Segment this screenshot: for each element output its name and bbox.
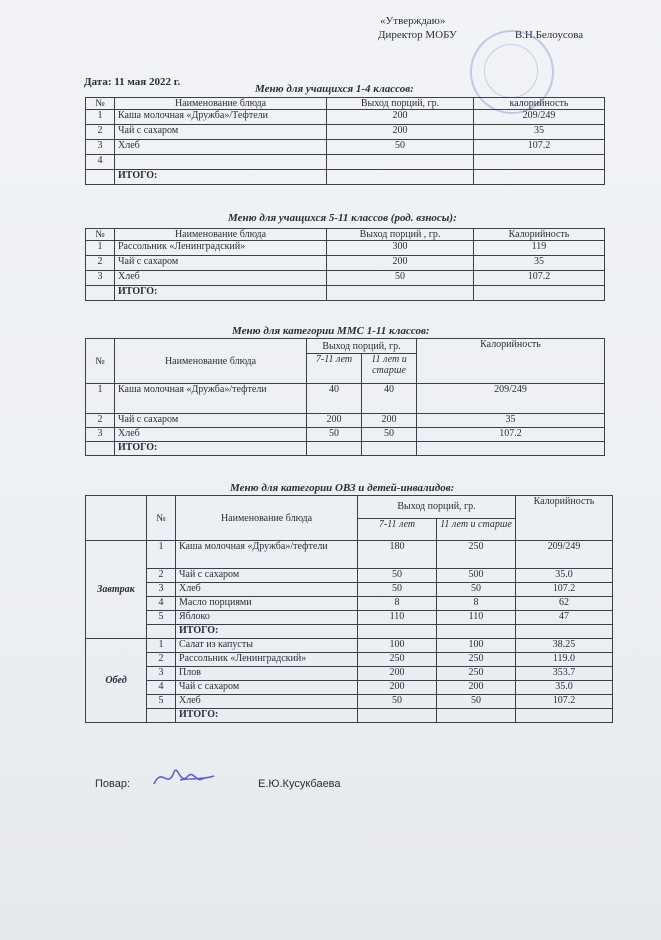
- table-cell: 119.0: [516, 653, 613, 667]
- table-cell: [516, 625, 613, 639]
- table-cell: 209/249: [516, 541, 613, 569]
- table-cell: [147, 625, 176, 639]
- menu-table-ovz: [85, 495, 613, 723]
- table-cell: 50: [358, 569, 437, 583]
- table-cell: 2: [147, 653, 176, 667]
- table4-caption: Меню для категории ОВЗ и детей-инвалидов:: [230, 482, 455, 494]
- table-cell: 209/249: [474, 110, 605, 125]
- table-cell: 50: [327, 271, 474, 286]
- table-cell: ИТОГО:: [176, 709, 358, 723]
- table-cell: 200: [437, 681, 516, 695]
- table-cell: 50: [327, 140, 474, 155]
- table-row: [86, 110, 605, 125]
- cook-signature: [150, 762, 220, 792]
- table-row: [86, 667, 613, 681]
- col-subheader: 11 лет и старше: [362, 354, 417, 384]
- cook-name: Е.Ю.Кусукбаева: [258, 778, 341, 790]
- table-cell: 2: [86, 414, 115, 428]
- table-cell: 3: [86, 271, 115, 286]
- table-cell: 3: [86, 428, 115, 442]
- table-cell: 209/249: [417, 384, 605, 414]
- table-cell: 2: [86, 125, 115, 140]
- table-cell: [437, 625, 516, 639]
- col-header: Калорийность: [417, 339, 605, 384]
- table-cell: Чай с сахаром: [115, 414, 307, 428]
- table-cell: 107.2: [516, 695, 613, 709]
- table-cell: 8: [437, 597, 516, 611]
- table-cell: 50: [437, 583, 516, 597]
- table-cell: 3: [147, 583, 176, 597]
- table-row: [86, 286, 605, 301]
- table-cell: 119: [474, 241, 605, 256]
- table-cell: 4: [147, 681, 176, 695]
- table-cell: ИТОГО:: [115, 442, 307, 456]
- table-row: [86, 241, 605, 256]
- table-cell: Хлеб: [115, 140, 327, 155]
- table-cell: 3: [147, 667, 176, 681]
- table-cell: 250: [437, 653, 516, 667]
- table-cell: 100: [437, 639, 516, 653]
- table-row: [86, 709, 613, 723]
- col-header: №: [147, 496, 176, 541]
- table-cell: 4: [86, 155, 115, 170]
- table-cell: Хлеб: [115, 271, 327, 286]
- col-subheader: 11 лет и старше: [437, 518, 516, 541]
- col-subheader: 7-11 лет: [358, 518, 437, 541]
- col-header: Наименование блюда: [115, 98, 327, 110]
- table-cell: [474, 155, 605, 170]
- table-cell: 107.2: [474, 140, 605, 155]
- table-cell: 107.2: [417, 428, 605, 442]
- table-cell: 5: [147, 695, 176, 709]
- table-cell: Каша молочная «Дружба»/тефтели: [115, 384, 307, 414]
- table-cell: 300: [327, 241, 474, 256]
- table-cell: 35: [474, 256, 605, 271]
- table-cell: 1: [147, 541, 176, 569]
- table-cell: 250: [358, 653, 437, 667]
- menu-table-5-11: [85, 228, 605, 301]
- table-cell: 107.2: [516, 583, 613, 597]
- table-cell: 200: [327, 256, 474, 271]
- table-row: [86, 170, 605, 185]
- table-cell: Обед: [86, 639, 147, 723]
- date: Дата: 11 мая 2022 г.: [84, 76, 181, 88]
- table-cell: 5: [147, 611, 176, 625]
- table-cell: Чай с сахаром: [115, 256, 327, 271]
- table-row: [86, 625, 613, 639]
- table-row: [86, 140, 605, 155]
- approval-line: «Утверждаю»: [380, 15, 446, 27]
- approval-director: В.Н.Белоусова: [514, 29, 584, 41]
- table-cell: 353.7: [516, 667, 613, 681]
- table-cell: Рассольник «Ленинградский»: [115, 241, 327, 256]
- table-cell: Салат из капусты: [176, 639, 358, 653]
- col-header: Калорийность: [474, 229, 605, 241]
- table-cell: 35.0: [516, 681, 613, 695]
- table-cell: Хлеб: [176, 695, 358, 709]
- table-cell: [362, 442, 417, 456]
- table-cell: 110: [437, 611, 516, 625]
- table-cell: [86, 286, 115, 301]
- table-cell: Плов: [176, 667, 358, 681]
- table-row: [86, 695, 613, 709]
- table-cell: [86, 442, 115, 456]
- table-cell: 100: [358, 639, 437, 653]
- table-row: [86, 541, 613, 569]
- table-cell: Хлеб: [115, 428, 307, 442]
- table-cell: 1: [147, 639, 176, 653]
- table2-caption: Меню для учащихся 5-11 классов (род. взносы):: [228, 212, 457, 224]
- col-header: Выход порций, гр.: [358, 496, 516, 519]
- table-cell: [358, 709, 437, 723]
- table-cell: 250: [437, 541, 516, 569]
- table-cell: [327, 170, 474, 185]
- table-cell: 200: [358, 667, 437, 681]
- table-row: [86, 428, 605, 442]
- col-header: Наименование блюда: [115, 229, 327, 241]
- table-row: [86, 125, 605, 140]
- table-cell: 50: [358, 583, 437, 597]
- table-row: [86, 653, 613, 667]
- table-cell: 107.2: [474, 271, 605, 286]
- table-cell: [327, 155, 474, 170]
- table-cell: 50: [362, 428, 417, 442]
- table-cell: ИТОГО:: [115, 170, 327, 185]
- col-header: Выход порций, гр.: [327, 98, 474, 110]
- table-cell: Рассольник «Ленинградский»: [176, 653, 358, 667]
- approval-block: [378, 14, 583, 42]
- table-cell: ИТОГО:: [176, 625, 358, 639]
- table-cell: 2: [86, 256, 115, 271]
- table-cell: Масло порциями: [176, 597, 358, 611]
- table-row: [86, 569, 613, 583]
- table-cell: Чай с сахаром: [176, 569, 358, 583]
- col-header: калорийность: [474, 98, 605, 110]
- table-cell: 35: [474, 125, 605, 140]
- table-cell: Хлеб: [176, 583, 358, 597]
- table-cell: 38.25: [516, 639, 613, 653]
- col-subheader: 7-11 лет: [307, 354, 362, 384]
- table-row: [86, 414, 605, 428]
- table-cell: 200: [362, 414, 417, 428]
- table-cell: 200: [307, 414, 362, 428]
- table-cell: [115, 155, 327, 170]
- col-header: Калорийность: [516, 496, 613, 541]
- table-cell: [417, 442, 605, 456]
- col-header: Выход порций , гр.: [327, 229, 474, 241]
- table-row: [86, 442, 605, 456]
- table-cell: 35: [417, 414, 605, 428]
- col-header: №: [86, 98, 115, 110]
- table-cell: Каша молочная «Дружба»/тефтели: [176, 541, 358, 569]
- table-row: [86, 597, 613, 611]
- approval-position: Директор МОБУ: [378, 29, 457, 41]
- table-cell: Завтрак: [86, 541, 147, 639]
- col-header: Наименование блюда: [115, 339, 307, 384]
- table-row: [86, 583, 613, 597]
- table-cell: 40: [362, 384, 417, 414]
- table-cell: ИТОГО:: [115, 286, 327, 301]
- table-cell: 110: [358, 611, 437, 625]
- cook-label: Повар:: [95, 778, 131, 790]
- table-cell: [474, 286, 605, 301]
- menu-table-mms: [85, 338, 605, 456]
- table-cell: [147, 709, 176, 723]
- table-cell: [86, 170, 115, 185]
- table1-caption: Меню для учащихся 1-4 классов:: [255, 83, 414, 95]
- table-cell: 3: [86, 140, 115, 155]
- table-cell: [437, 709, 516, 723]
- table-cell: 40: [307, 384, 362, 414]
- col-header: №: [86, 339, 115, 384]
- table-cell: 35.0: [516, 569, 613, 583]
- table-cell: 200: [358, 681, 437, 695]
- table3-caption: Меню для категории ММС 1-11 классов:: [232, 325, 430, 337]
- table-row: [86, 681, 613, 695]
- col-header: Наименование блюда: [176, 496, 358, 541]
- table-cell: 200: [327, 110, 474, 125]
- table-cell: 500: [437, 569, 516, 583]
- table-cell: Яблоко: [176, 611, 358, 625]
- table-row: [86, 639, 613, 653]
- table-cell: [474, 170, 605, 185]
- table-cell: 250: [437, 667, 516, 681]
- col-header: №: [86, 229, 115, 241]
- table-cell: 1: [86, 384, 115, 414]
- table-cell: [327, 286, 474, 301]
- table-row: [86, 611, 613, 625]
- table-cell: [516, 709, 613, 723]
- table-cell: [358, 625, 437, 639]
- table-row: [86, 155, 605, 170]
- table-cell: 50: [437, 695, 516, 709]
- table-cell: 8: [358, 597, 437, 611]
- table-cell: 2: [147, 569, 176, 583]
- table-cell: 50: [358, 695, 437, 709]
- table-cell: [307, 442, 362, 456]
- table-cell: Чай с сахаром: [115, 125, 327, 140]
- table-cell: Каша молочная «Дружба»/Тефтели: [115, 110, 327, 125]
- table-cell: 1: [86, 110, 115, 125]
- table-cell: 50: [307, 428, 362, 442]
- table-cell: 4: [147, 597, 176, 611]
- table-cell: 200: [327, 125, 474, 140]
- table-cell: 62: [516, 597, 613, 611]
- col-header: Выход порций, гр.: [307, 339, 417, 354]
- table-cell: 180: [358, 541, 437, 569]
- table-cell: 1: [86, 241, 115, 256]
- table-row: [86, 384, 605, 414]
- menu-table-1-4: [85, 97, 605, 185]
- table-cell: 47: [516, 611, 613, 625]
- table-cell: Чай с сахаром: [176, 681, 358, 695]
- table-row: [86, 271, 605, 286]
- meal-col: [86, 496, 147, 541]
- table-row: [86, 256, 605, 271]
